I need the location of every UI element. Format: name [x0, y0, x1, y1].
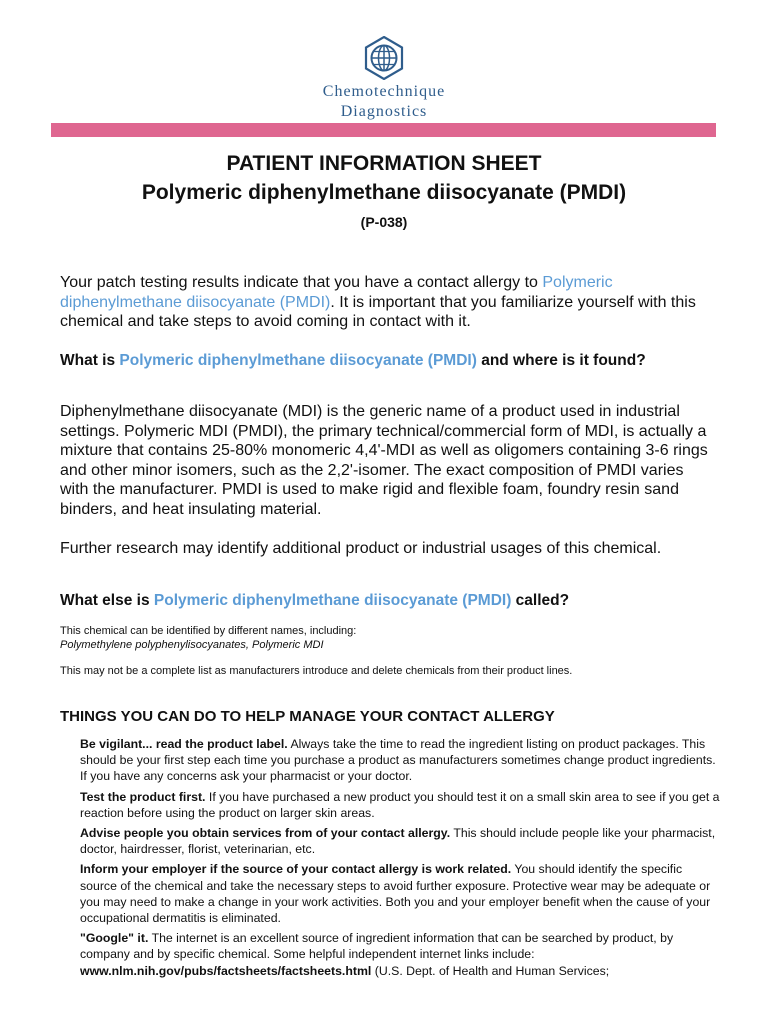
synonyms-list: Polymethylene polyphenylisocyanates, Polymeric MDI: [60, 639, 324, 651]
brand-logo: [0, 36, 768, 120]
tip-title: Advise people you obtain services from of your contact allergy.: [80, 826, 451, 841]
tip-text: If you have purchased a new product you should test it on a small skin area to see if you get a reaction before using the product on larger skin areas.: [80, 789, 720, 820]
brand-name-line2: Diagnostics: [340, 103, 428, 120]
intro-text-after: . It is important that you familiarize yourself with this chemical and take steps to avoid coming in contact with it.: [60, 293, 696, 330]
tip-title: Test the product first.: [80, 789, 206, 804]
tip-text-tail: (U.S. Dept. of Health and Human Services;: [371, 963, 610, 978]
tip-text: The internet is an excellent source of ingredient information that can be searched by product, by company and by specific chemical. Some helpful independent internet links include:: [80, 931, 674, 962]
pink-divider-band: [51, 123, 716, 137]
heading-suffix: and where is it found?: [476, 352, 646, 369]
tip-item: [80, 789, 720, 821]
tip-text: Always take the time to read the ingredient listing on product packages. This should be your first step each time you purchase a product as manufacturers sometimes change product ingredients. If you have any concerns ask your pharmacist or your doctor.: [80, 737, 716, 784]
tip-title: Inform your employer if the source of your contact allergy is work related.: [80, 862, 512, 877]
chemical-link[interactable]: Polymeric diphenylmethane diisocyanate (PMDI): [60, 274, 613, 311]
page-header: [0, 150, 768, 234]
intro-paragraph: [60, 273, 710, 332]
tip-item: [80, 825, 720, 857]
synonyms-intro: This chemical can be identified by different names, including:: [60, 625, 357, 637]
chemical-code: (P-038): [360, 214, 408, 230]
tips-list: [80, 736, 720, 983]
description-paragraph: Diphenylmethane diisocyanate (MDI) is the generic name of a product used in industrial settings. Polymeric MDI (PMDI), the primary technical/commercial form of MDI, is actually a mixture that contains 25-80% monomeric 4,4'-MDI as well as oligomers containing 3-6 rings and other minor isomers, such as the 2,2'-isomer. The exact composition of PMDI varies with the manufacturer. PMDI is used to make rigid and flexible foam, foundry resin sand binders, and heat insulating material.: [60, 403, 708, 518]
tip-item: [80, 861, 720, 926]
section-heading-what-else: [60, 591, 710, 611]
hexagon-globe-icon: [362, 36, 406, 80]
further-research-paragraph: Further research may identify additional product or industrial usages of this chemical.: [60, 540, 662, 557]
nlm-link[interactable]: www.nlm.nih.gov/pubs/factsheets/factsheets.html: [80, 963, 372, 978]
heading-prefix: What else is: [60, 592, 154, 609]
heading-prefix: What is: [60, 352, 120, 369]
intro-text-before: Your patch testing results indicate that you have a contact allergy to: [60, 274, 543, 291]
tip-text: This should include people like your pharmacist, doctor, hairdresser, florist, veterinarian, etc.: [80, 826, 716, 857]
disclaimer-note: This may not be a complete list as manufacturers introduce and delete chemicals from their product lines.: [60, 665, 573, 677]
chemical-title: Polymeric diphenylmethane diisocyanate (PMDI): [141, 181, 627, 204]
brand-name-line1: Chemotechnique: [322, 83, 446, 100]
chemical-link[interactable]: Polymeric diphenylmethane diisocyanate (PMDI): [153, 592, 512, 609]
tip-text: You should identify the specific source of the chemical and take the necessary steps to avoid further exposure. Protective wear may be adequate or you may need to make a change in your work activities. Both you and your employer benefit when the cause of your occupational dermatitis is eliminated.: [80, 862, 711, 926]
heading-suffix: called?: [511, 592, 570, 609]
tip-item: [80, 736, 720, 785]
chemical-link[interactable]: Polymeric diphenylmethane diisocyanate (PMDI): [119, 352, 477, 369]
synonyms-block: [60, 624, 710, 652]
management-heading: THINGS YOU CAN DO TO HELP MANAGE YOUR CONTACT ALLERGY: [60, 708, 555, 725]
page-title: PATIENT INFORMATION SHEET: [226, 152, 542, 175]
tip-item-google: [80, 930, 720, 979]
tip-title: "Google" it.: [80, 931, 149, 946]
tip-title: Be vigilant... read the product label.: [80, 737, 288, 751]
section-heading-what-is: [60, 351, 710, 371]
